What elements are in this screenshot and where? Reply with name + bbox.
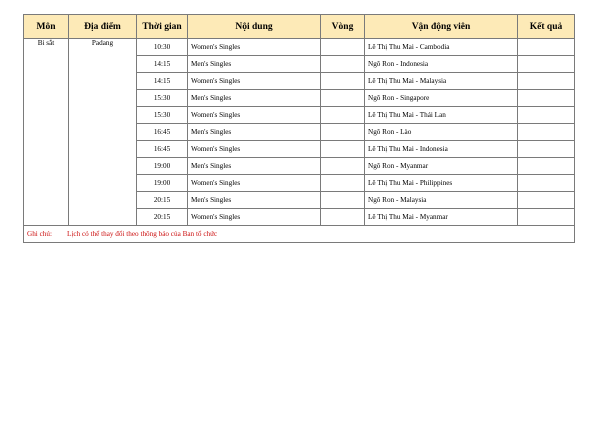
cell-time: 16:45 [137,141,188,158]
cell-dia-diem: Padang [69,39,137,226]
cell-round [321,39,365,56]
cell-athlete: Ngô Ron - Myanmar [365,158,518,175]
cell-athlete: Lê Thị Thu Mai - Thái Lan [365,107,518,124]
cell-round [321,124,365,141]
cell-time: 14:15 [137,56,188,73]
cell-athlete: Lê Thị Thu Mai - Malaysia [365,73,518,90]
header-vong: Vòng [321,15,365,39]
cell-event: Women's Singles [188,141,321,158]
cell-athlete: Ngô Ron - Indonesia [365,56,518,73]
cell-time: 15:30 [137,107,188,124]
cell-event: Men's Singles [188,124,321,141]
cell-event: Men's Singles [188,90,321,107]
cell-result [518,56,575,73]
cell-athlete: Lê Thị Thu Mai - Cambodia [365,39,518,56]
header-noi-dung: Nội dung [188,15,321,39]
cell-time: 14:15 [137,73,188,90]
cell-round [321,107,365,124]
cell-round [321,175,365,192]
cell-result [518,141,575,158]
header-row [24,15,575,39]
cell-result [518,73,575,90]
cell-result [518,192,575,209]
cell-athlete: Ngô Ron - Singapore [365,90,518,107]
cell-result [518,90,575,107]
cell-round [321,90,365,107]
cell-event: Men's Singles [188,158,321,175]
cell-result [518,39,575,56]
note-cell [24,226,575,243]
schedule-body [24,39,575,226]
cell-round [321,56,365,73]
note-label: Ghi chú: [27,230,52,238]
cell-time: 10:30 [137,39,188,56]
cell-time: 16:45 [137,124,188,141]
cell-round [321,141,365,158]
cell-event: Women's Singles [188,175,321,192]
cell-result [518,107,575,124]
cell-result [518,209,575,226]
table-row [24,39,575,56]
header-thoi-gian: Thời gian [137,15,188,39]
cell-athlete: Ngô Ron - Malaysia [365,192,518,209]
header-dia-diem: Địa điểm [69,15,137,39]
cell-result [518,124,575,141]
cell-event: Women's Singles [188,209,321,226]
cell-result [518,158,575,175]
schedule-sheet [23,14,574,243]
header-van-dong-vien: Vận động viên [365,15,518,39]
cell-event: Women's Singles [188,73,321,90]
cell-time: 15:30 [137,90,188,107]
note-row [24,226,575,243]
note-text: Lịch có thể thay đổi theo thông báo của Ban tổ chức [67,230,218,238]
cell-round [321,192,365,209]
header-mon: Môn [24,15,69,39]
cell-athlete: Lê Thị Thu Mai - Indonesia [365,141,518,158]
cell-round [321,158,365,175]
cell-mon: Bi sắt [24,39,69,226]
cell-result [518,175,575,192]
header-ket-qua: Kết quả [518,15,575,39]
cell-event: Men's Singles [188,56,321,73]
cell-athlete: Lê Thị Thu Mai - Philippines [365,175,518,192]
cell-athlete: Ngô Ron - Lào [365,124,518,141]
cell-event: Women's Singles [188,107,321,124]
cell-round [321,209,365,226]
cell-time: 20:15 [137,209,188,226]
cell-event: Men's Singles [188,192,321,209]
cell-round [321,73,365,90]
schedule-table [23,14,575,243]
cell-athlete: Lê Thị Thu Mai - Myanmar [365,209,518,226]
cell-time: 19:00 [137,175,188,192]
cell-time: 19:00 [137,158,188,175]
cell-time: 20:15 [137,192,188,209]
cell-event: Women's Singles [188,39,321,56]
